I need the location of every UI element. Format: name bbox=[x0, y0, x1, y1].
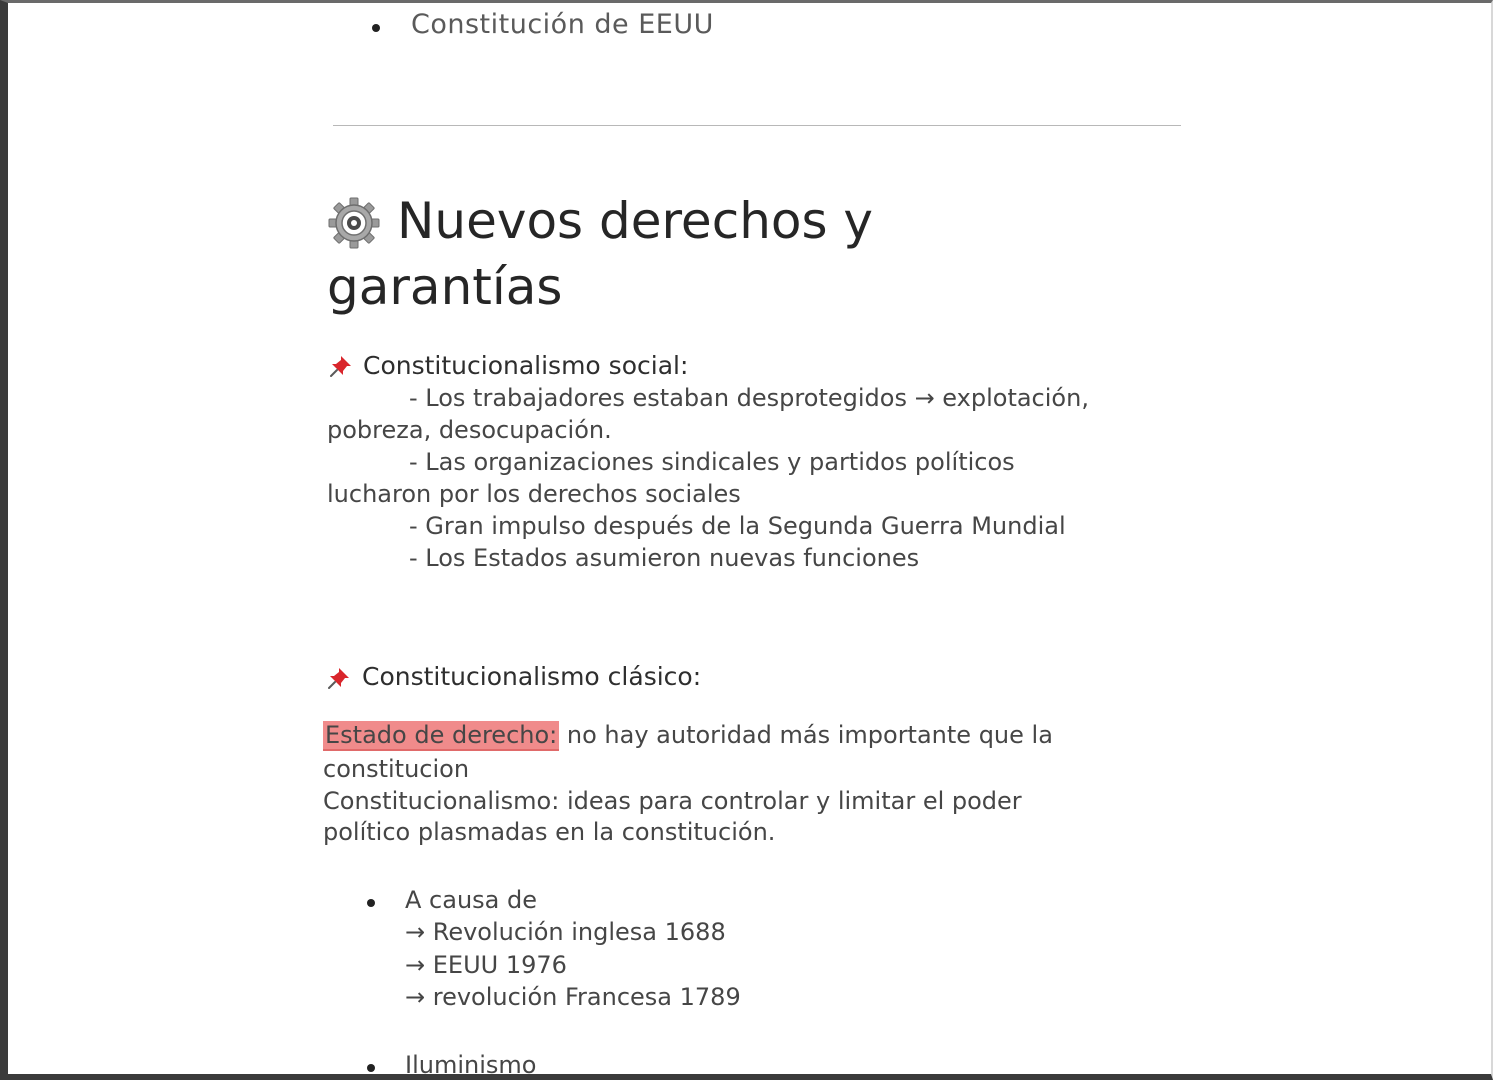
causes-label: A causa de bbox=[405, 886, 537, 914]
section-title-line1: Nuevos derechos y bbox=[397, 192, 874, 250]
pushpin-icon bbox=[328, 353, 354, 379]
clasico-title: Constitucionalismo clásico: bbox=[362, 662, 702, 691]
section-title-line2: garantías bbox=[327, 258, 563, 316]
social-line: - Los trabajadores estaban desprotegidos → explotación, bbox=[409, 384, 1089, 412]
clasico-line: Constitucionalismo: ideas para controlar y limitar el poder bbox=[323, 787, 1022, 815]
highlight-estado-de-derecho: Estado de derecho: bbox=[325, 721, 558, 749]
cause-item: → revolución Francesa 1789 bbox=[405, 983, 741, 1011]
social-line: pobreza, desocupación. bbox=[327, 416, 612, 444]
bullet-iluminismo: Iluminismo bbox=[405, 1051, 537, 1079]
pushpin-icon bbox=[326, 665, 352, 691]
section-divider bbox=[333, 125, 1181, 126]
clasico-line: constitucion bbox=[323, 755, 470, 783]
clasico-line: político plasmadas en la constitución. bbox=[323, 818, 776, 846]
bullet-constitucion-eeuu: Constitución de EEUU bbox=[411, 9, 714, 40]
social-line: lucharon por los derechos sociales bbox=[327, 480, 741, 508]
social-line: - Gran impulso después de la Segunda Guerra Mundial bbox=[409, 512, 1066, 540]
estado-de-derecho-definition: no hay autoridad más importante que la bbox=[559, 721, 1053, 749]
social-title: Constitucionalismo social: bbox=[363, 351, 689, 380]
social-line: - Las organizaciones sindicales y partidos políticos bbox=[409, 448, 1015, 476]
social-line: - Los Estados asumieron nuevas funciones bbox=[409, 544, 920, 572]
gear-icon bbox=[327, 197, 381, 249]
cause-item: → Revolución inglesa 1688 bbox=[405, 918, 726, 946]
bullet-dot bbox=[367, 1064, 375, 1072]
estado-de-derecho-line bbox=[323, 721, 1053, 749]
bullet-dot bbox=[367, 899, 375, 907]
cause-item: → EEUU 1976 bbox=[405, 951, 567, 979]
bullet-dot bbox=[372, 24, 380, 32]
